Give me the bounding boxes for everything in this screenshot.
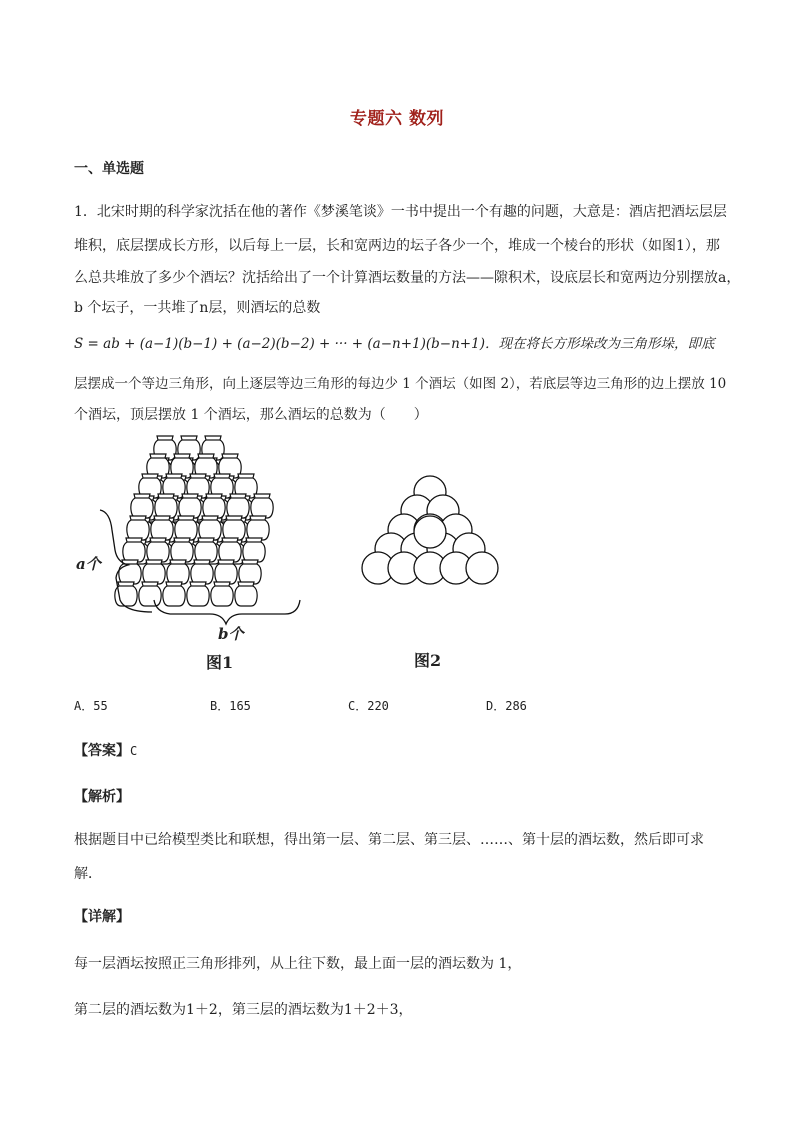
detail-line-1: 每一层酒坛按照正三角形排列，从上往下数，最上面一层的酒坛数为 1， [74, 956, 522, 972]
question-line-3: 么总共堆放了多少个酒坛？沈括给出了一个计算酒坛数量的方法——隙积术，设底层长和宽两边分别摆放a， [74, 270, 741, 286]
option-d[interactable]: D．286 [486, 699, 527, 713]
detail-label: 【详解】 [74, 909, 130, 925]
answer-label: 【答案】 [74, 743, 130, 759]
analysis-line-1: 根据题目中已给模型类比和联想，得出第一层、第二层、第三层、……、第十层的酒坛数，然后即可求 [74, 832, 704, 848]
answer-row [74, 740, 137, 760]
option-b[interactable]: B．165 [210, 699, 251, 713]
option-a[interactable]: A．55 [74, 699, 108, 713]
figure-2-circle-triangle [350, 470, 510, 610]
figure-1-label-b: b个 [218, 625, 244, 643]
detail-line-2: 第二层的酒坛数为1＋2，第三层的酒坛数为1＋2＋3， [74, 1002, 413, 1018]
question-line-1: 1．北宋时期的科学家沈括在他的著作《梦溪笔谈》一书中提出一个有趣的问题，大意是：酒店把酒坛层层 [74, 204, 727, 220]
section-heading: 一、单选题 [74, 161, 144, 177]
stack-circle-front [414, 516, 446, 548]
analysis-label: 【解析】 [74, 789, 130, 805]
figure-1-label-a: a个 [76, 555, 101, 573]
analysis-line-2: 解． [74, 866, 102, 882]
answer-value: C [130, 744, 138, 758]
question-formula-line: S = ab + (a−1)(b−1) + (a−2)(b−2) + ··· + (a−n+1)(b−n+1)．现在将长方形垛改为三角形垛，即底 [74, 336, 715, 352]
question-line-6: 层摆成一个等边三角形，向上逐层等边三角形的每边少 1 个酒坛（如图 2），若底层等边三角形的边上摆放 10 [74, 376, 727, 392]
figure-1-jar-stack [70, 430, 320, 630]
page-title: 专题六 数列 [350, 109, 444, 129]
figure-2-caption: 图2 [414, 651, 442, 670]
question-line-2: 堆积，底层摆成长方形，以后每上一层，长和宽两边的坛子各少一个，堆成一个棱台的形状（如图1），那 [74, 238, 720, 254]
figure-1-caption: 图1 [206, 653, 234, 672]
question-line-7: 个酒坛，顶层摆放 1 个酒坛，那么酒坛的总数为（ ） [74, 407, 428, 423]
question-line-4: b 个坛子，一共堆了n层，则酒坛的总数 [74, 300, 321, 316]
option-c[interactable]: C．220 [348, 699, 389, 713]
stack-circle [466, 552, 498, 584]
